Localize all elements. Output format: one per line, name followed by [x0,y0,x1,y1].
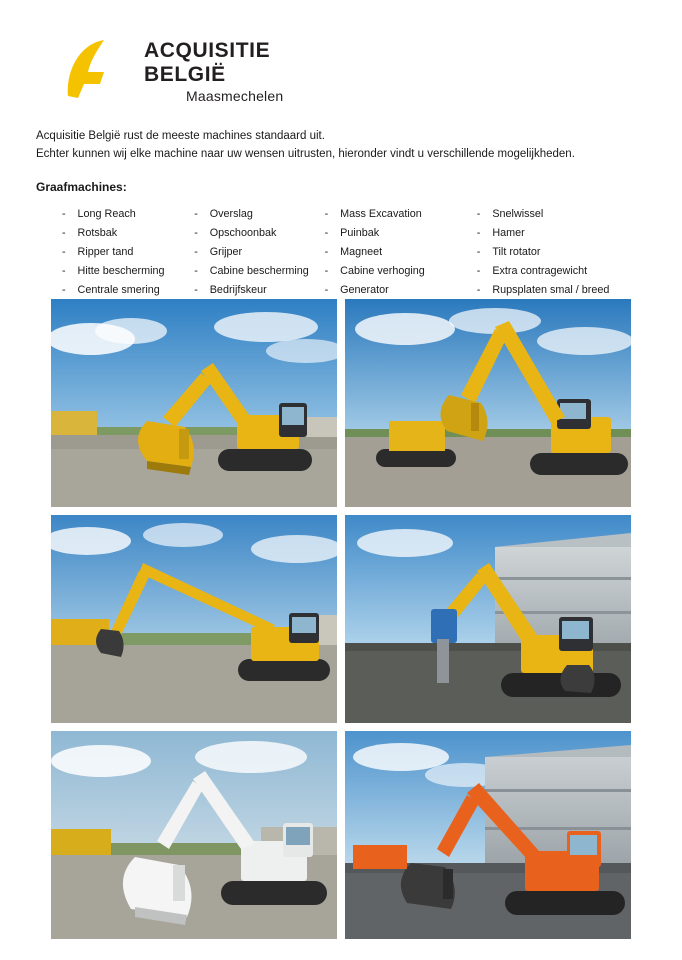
row-dash: - [62,283,66,296]
option-cell: Overslag [209,207,253,220]
option-cell: Long Reach [77,207,136,220]
company-header [60,30,646,112]
section-title: Graafmachines: [36,179,127,194]
photo-2-yellow-excavator-boom-raised [345,299,631,507]
option-cell: Cabine bescherming [209,264,309,277]
table-row [62,206,646,225]
table-row [62,263,646,282]
intro-line-2: Echter kunnen wij elke machine naar uw wensen uitrusten, hieronder vindt u verschillende mogelijkheden. [36,147,575,160]
photo-5-white-excavator-front [51,731,337,939]
row-dash: - [324,264,329,277]
option-cell: Hitte bescherming [77,264,165,277]
option-cell: Bedrijfskeur [209,283,267,296]
option-cell: Extra contragewicht [492,264,588,277]
row-dash: - [324,245,329,258]
option-cell: Puinbak [340,226,380,239]
table-row [62,244,646,263]
row-dash: - [194,264,198,277]
table-row [62,225,646,244]
option-cell: Tilt rotator [492,245,541,258]
row-dash: - [476,245,481,258]
options-table [62,206,646,301]
row-dash: - [476,283,481,296]
option-cell: Ripper tand [77,245,134,258]
logo-line-2: BELGIË [144,62,226,86]
intro-line-1: Acquisitie België rust de meeste machines standaard uit. [36,130,325,142]
photo-grid [51,299,631,939]
intro-paragraph [36,128,646,164]
logo-line-3: Maasmechelen [186,87,284,104]
row-dash: - [194,245,198,258]
option-cell: Opschoonbak [209,226,277,239]
photo-4-excavator-hydraulic-hammer [345,515,631,723]
row-dash: - [476,264,481,277]
option-cell: Hamer [492,226,525,239]
option-cell: Magneet [340,245,383,258]
option-cell: Snelwissel [492,207,544,220]
row-dash: - [324,226,329,239]
option-cell: Rotsbak [77,226,118,239]
row-dash: - [476,226,481,239]
row-dash: - [62,226,66,239]
logo-line-1: ACQUISITIE [144,38,271,62]
option-cell: Centrale smering [77,283,160,296]
logo-text [144,40,283,103]
table-row [62,282,646,301]
row-dash: - [62,245,66,258]
photo-3-long-reach-excavator [51,515,337,723]
option-cell: Generator [340,283,389,296]
option-cell: Rupsplaten smal / breed [492,283,610,296]
row-dash: - [194,283,198,296]
row-dash: - [62,207,66,220]
row-dash: - [194,207,198,220]
logo-mark-icon [60,36,136,106]
option-cell: Grijper [209,245,243,258]
row-dash: - [324,207,329,220]
row-dash: - [324,283,329,296]
photo-6-orange-excavator-side [345,731,631,939]
row-dash: - [476,207,481,220]
row-dash: - [62,264,66,277]
photo-1-yellow-excavator-front [51,299,337,507]
option-cell: Cabine verhoging [340,264,425,277]
option-cell: Mass Excavation [340,207,422,220]
row-dash: - [194,226,198,239]
